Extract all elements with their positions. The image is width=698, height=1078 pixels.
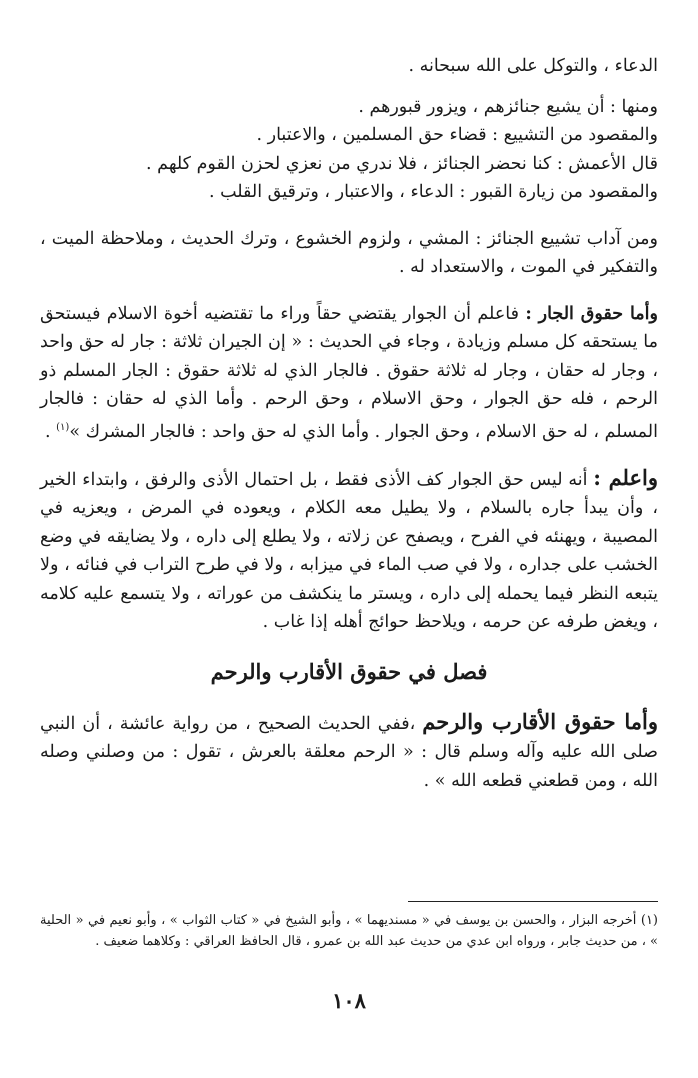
neighbor-rights-end: . (45, 421, 57, 442)
neighbor-rights-lead: وأما حقوق الجار : (525, 303, 658, 324)
paragraph-escort-purpose: والمقصود من التشييع : قضاء حق المسلمين ، والاعتبار . (256, 125, 658, 145)
page-number: ١٠٨ (332, 988, 366, 1013)
paragraph-know (40, 464, 658, 637)
footnote-reference: (١) (56, 421, 70, 433)
paragraph-funeral-etiquette: ومن آداب تشييع الجنائز : المشي ، ولزوم الخشوع ، وترك الحديث ، وملاحظة الميت ، والتفكير في الموت ، والاستعداد له . (40, 228, 658, 277)
footnote-divider (408, 901, 658, 902)
know-lead: واعلم : (593, 464, 659, 490)
paragraph-visit-purpose: والمقصود من زيارة القبور : الدعاء ، والاعتبار ، وترقيق القلب . (208, 182, 658, 202)
paragraph-amash-quote: قال الأعمش : كنا نحضر الجنائز ، فلا ندري من نعزي لحزن القوم كلهم . (146, 153, 658, 174)
know-text: أنه ليس حق الجوار كف الأذى فقط ، بل احتمال الأذى والرفق ، وابتداء الخير ، وأن يبدأ جاره بالسلام ، ولا يطيل معه الكلام ، ويعوده في المرض ، ويعزيه في المصيبة ، ويهنئه في الفرح ، ويصفح عن زلاته ، ولا يطلع إلى داره ، ولا يضايقه في وضع الخشب على جداره ، ولا في صب الماء في ميزابه ، ولا في طرح التراب في فنائه ، ولا يتبعه النظر فيما يحمله إلى داره ، ويستر ما ينكشف من عوراته ، ولا يتسمع عليه كلامه ، ويغض طرفه عن حرمه ، ويلاحظ حوائج أهله إذا غاب . (40, 469, 658, 633)
kin-rights-lead: وأما حقوق الأقارب والرحم (422, 708, 658, 734)
section-heading: فصل في حقوق الأقارب والرحم (210, 658, 488, 684)
paragraph-funerals: ومنها : أن يشيع جنائزهم ، ويزور قبورهم . (358, 96, 658, 117)
paragraph-dua: الدعاء ، والتوكل على الله سبحانه . (408, 56, 658, 76)
paragraph-kin-rights (40, 708, 658, 796)
neighbor-rights-text: فاعلم أن الجوار يقتضي حقاً وراء ما تقتضيه أخوة الاسلام فيستحق ما يستحقه كل مسلم وزيادة ، وجاء في الحديث : « إن الجيران ثلاثة : جار له حق واحد ، وجار له حقان ، وجار له ثلاثة حقوق . فالجار الذي له ثلاثة حقوق : الجار المسلم ذو الرحم ، فله حق الجوار ، وحق الاسلام ، وحق الرحم . وأما الذي له حقان : فالجار المسلم ، له حق الاسلام ، وحق الجوار . وأما الذي له حق واحد : فالجار المشرك » (40, 303, 658, 442)
footnote: (١) أخرجه البزار ، والحسن بن يوسف في « مسنديهما » ، وأبو الشيخ في « كتاب الثواب » ، وأبو نعيم في « الحلية » ، من حديث جابر ، ورواه ابن عدي من حديث عبد الله بن عمرو ، قال الحافظ العراقي : وكلاهما ضعيف . (40, 913, 658, 949)
page-body (40, 52, 658, 795)
paragraph-neighbor-rights (40, 300, 658, 446)
kin-rights-text: ،ففي الحديث الصحيح ، من رواية عائشة ، أن النبي صلى الله عليه وآله وسلم قال : « الرحم معلقة بالعرش ، تقول : من وصلني وصله الله ، ومن قطعني قطعه الله » . (40, 713, 658, 791)
